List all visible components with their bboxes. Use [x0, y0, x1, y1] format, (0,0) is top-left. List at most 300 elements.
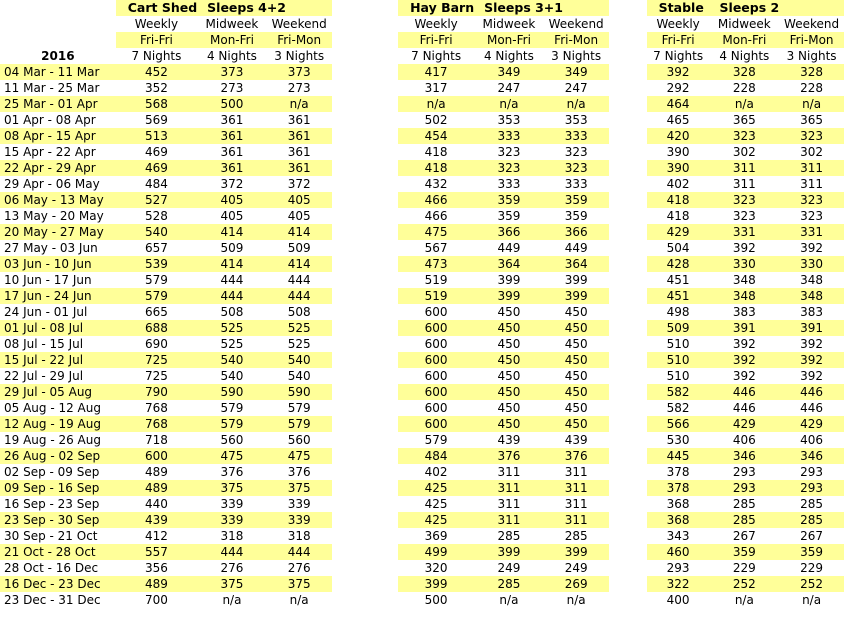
hay-barn-weekend-price: 353	[564, 113, 588, 127]
stable-weekend-price: 302	[800, 145, 824, 159]
stable-weekly-price: 392	[647, 64, 710, 80]
hay-barn-weekly-price: 519	[398, 288, 474, 304]
spacer	[609, 336, 647, 352]
cart-shed-weekend-price: 540	[267, 352, 332, 368]
hay-barn-midweek-price: 333	[474, 128, 544, 144]
spacer	[609, 208, 647, 224]
date-range: 15 Jul - 22 Jul	[0, 352, 116, 368]
header-weekly: Weekly	[414, 17, 458, 31]
cart-shed-weekend-price: 375	[267, 576, 332, 592]
stable-weekend-price: 267	[800, 529, 824, 543]
table-row	[0, 448, 844, 464]
cart-shed-midweek-price: 273	[220, 81, 244, 95]
table-row	[0, 352, 844, 368]
property-title-row	[0, 0, 844, 16]
cart-shed-midweek-price: 508	[220, 305, 244, 319]
cart-shed-weekend-price: 373	[267, 64, 332, 80]
table-row	[0, 560, 844, 576]
header-4-nights: 4 Nights	[206, 49, 257, 63]
cart-shed-weekend-price: 590	[267, 384, 332, 400]
spacer	[609, 224, 647, 240]
hay-barn-midweek-price: 399	[474, 288, 544, 304]
cart-shed-midweek-price: 525	[197, 320, 267, 336]
date-range: 03 Jun - 10 Jun	[0, 256, 116, 272]
spacer	[609, 480, 647, 496]
cart-shed-weekly-price: 539	[116, 256, 197, 272]
spacer	[609, 592, 647, 608]
stable-midweek-price: 267	[732, 529, 756, 543]
spacer	[332, 592, 399, 608]
header-row-nights	[0, 48, 844, 64]
cart-shed-weekly-price: 489	[116, 576, 197, 592]
cart-shed-weekend-price: 372	[287, 177, 311, 191]
stable-weekend-price: 392	[779, 352, 844, 368]
cart-shed-weekly-price: 700	[144, 593, 168, 607]
hay-barn-midweek-price: 450	[497, 401, 521, 415]
hay-barn-weekend-price: 311	[544, 480, 609, 496]
stable-midweek-price: 285	[710, 512, 780, 528]
hay-barn-midweek-price: 450	[497, 305, 521, 319]
cart-shed-midweek-price: 500	[197, 96, 267, 112]
hay-barn-weekly-price: 600	[424, 401, 448, 415]
table-row	[0, 256, 844, 272]
stable-weekly-price: 420	[647, 128, 710, 144]
stable-weekend-price: 323	[800, 209, 824, 223]
date-range: 10 Jun - 17 Jun	[4, 273, 92, 287]
table-row	[0, 400, 844, 416]
hay-barn-weekly-price: 418	[424, 145, 448, 159]
hay-barn-weekly-price: 600	[398, 320, 474, 336]
stable-weekly-price: 418	[666, 209, 690, 223]
date-range: 11 Mar - 25 Mar	[4, 81, 100, 95]
stable-midweek-price: 348	[732, 273, 756, 287]
table-row	[0, 144, 844, 160]
spacer	[609, 432, 647, 448]
cart-shed-weekly-price: 489	[116, 480, 197, 496]
spacer	[332, 400, 399, 416]
date-range: 23 Sep - 30 Sep	[0, 512, 116, 528]
cart-shed-midweek-price: 276	[220, 561, 244, 575]
spacer	[332, 128, 399, 144]
cart-shed-weekend-price: 361	[267, 160, 332, 176]
cart-shed-weekend-price: 405	[287, 209, 311, 223]
hay-barn-weekly-price: 425	[398, 480, 474, 496]
table-row	[0, 240, 844, 256]
cart-shed-weekly-price: 600	[116, 448, 197, 464]
hay-barn-midweek-price: 247	[497, 81, 521, 95]
cart-shed-weekly-price: 440	[144, 497, 168, 511]
hay-barn-weekend-price: 449	[564, 241, 588, 255]
cart-shed-midweek-price: 375	[197, 480, 267, 496]
hay-barn-midweek-price: 366	[474, 224, 544, 240]
hay-barn-midweek-price: 311	[474, 512, 544, 528]
spacer	[332, 16, 399, 32]
hay-barn-midweek-price: 399	[497, 273, 521, 287]
hay-barn-midweek-price: 450	[474, 416, 544, 432]
spacer	[332, 336, 399, 352]
stable-weekend-price: 359	[779, 544, 844, 560]
spacer	[332, 304, 399, 320]
stable-weekly-price: 445	[647, 448, 710, 464]
spacer	[332, 272, 399, 288]
spacer	[332, 256, 399, 272]
date-range: 27 May - 03 Jun	[4, 241, 98, 255]
spacer	[609, 528, 647, 544]
stable-midweek-price: 406	[732, 433, 756, 447]
hay-barn-weekly-price: 475	[398, 224, 474, 240]
stable-weekly-price: 400	[666, 593, 690, 607]
hay-barn-weekend-price: 450	[564, 369, 588, 383]
cart-shed-weekly-price: 657	[144, 241, 168, 255]
hay-barn-weekend-price: 359	[564, 209, 588, 223]
cart-shed-midweek-price: 405	[197, 192, 267, 208]
hay-barn-midweek-price: 450	[474, 352, 544, 368]
cart-shed-weekly-price: 484	[144, 177, 168, 191]
spacer	[609, 80, 647, 96]
hay-barn-midweek-price: 311	[497, 497, 521, 511]
hay-barn-weekly-price: 399	[398, 576, 474, 592]
cart-shed-weekly-price: 579	[116, 288, 197, 304]
date-range: 01 Jul - 08 Jul	[0, 320, 116, 336]
spacer	[609, 128, 647, 144]
cart-shed-weekly-price: 469	[144, 145, 168, 159]
hay-barn-midweek-price: 323	[497, 145, 521, 159]
hay-barn-weekend-price: 364	[544, 256, 609, 272]
hay-barn-weekend-price: 269	[544, 576, 609, 592]
date-range: 25 Mar - 01 Apr	[0, 96, 116, 112]
header-mon-fri: Mon-Fri	[710, 32, 780, 48]
hay-barn-weekly-price: 600	[398, 384, 474, 400]
stable-weekly-price: 402	[666, 177, 690, 191]
stable-weekend-price: 285	[800, 497, 824, 511]
hay-barn-weekly-price: 473	[398, 256, 474, 272]
cart-shed-midweek-price: 590	[197, 384, 267, 400]
cart-shed-weekly-price: 489	[144, 465, 168, 479]
hay-barn-midweek-price: 311	[497, 465, 521, 479]
hay-barn-weekly-price: 417	[398, 64, 474, 80]
hay-barn-weekend-price: 323	[564, 145, 588, 159]
hay-barn-weekly-price: 600	[424, 337, 448, 351]
hay-barn-weekly-price: 500	[424, 593, 448, 607]
hay-barn-midweek-price: 450	[497, 369, 521, 383]
stable-midweek-price: 383	[732, 305, 756, 319]
date-range: 08 Jul - 15 Jul	[4, 337, 84, 351]
cart-shed-weekend-price: 444	[287, 273, 311, 287]
header-3-nights: 3 Nights	[274, 49, 325, 63]
hay-barn-weekly-price: 484	[398, 448, 474, 464]
stable-weekly-price: 460	[647, 544, 710, 560]
stable-midweek-price: 392	[732, 369, 756, 383]
spacer	[332, 448, 399, 464]
stable-weekly-price: 582	[647, 384, 710, 400]
spacer	[609, 464, 647, 480]
stable-weekly-price: 530	[666, 433, 690, 447]
header-mon-fri: Mon-Fri	[197, 32, 267, 48]
header-fri-fri: Fri-Fri	[398, 32, 474, 48]
stable-midweek-price: 359	[710, 544, 780, 560]
spacer	[332, 560, 399, 576]
spacer	[609, 288, 647, 304]
date-range: 06 May - 13 May	[0, 192, 116, 208]
hay-barn-midweek-price: 359	[497, 209, 521, 223]
stable-weekly-price: 464	[647, 96, 710, 112]
stable-midweek-price: 252	[710, 576, 780, 592]
stable-weekly-price: 510	[647, 352, 710, 368]
header-3-nights: 3 Nights	[551, 49, 602, 63]
spacer	[609, 144, 647, 160]
stable-weekend-price: 429	[779, 416, 844, 432]
hay-barn-weekend-price: 359	[544, 192, 609, 208]
hay-barn-midweek-price: 349	[474, 64, 544, 80]
date-range: 26 Aug - 02 Sep	[0, 448, 116, 464]
header-weekend: Weekend	[271, 17, 327, 31]
hay-barn-weekly-price: 320	[424, 561, 448, 575]
cart-shed-weekend-price: 375	[267, 480, 332, 496]
spacer	[609, 32, 647, 48]
hay-barn-weekend-price: 249	[564, 561, 588, 575]
date-range: 12 Aug - 19 Aug	[0, 416, 116, 432]
stable-weekend-price: n/a	[802, 593, 822, 607]
spacer	[332, 544, 399, 560]
spacer	[332, 464, 399, 480]
spacer	[332, 48, 399, 64]
cart-shed-weekend-price: 579	[267, 416, 332, 432]
stable-weekly-price: 293	[666, 561, 690, 575]
cart-shed-weekend-price: 525	[267, 320, 332, 336]
spacer	[332, 352, 399, 368]
date-range: 30 Sep - 21 Oct	[4, 529, 98, 543]
spacer	[0, 16, 116, 32]
cart-shed-midweek-price: 405	[220, 209, 244, 223]
cart-shed-midweek-price: 318	[220, 529, 244, 543]
stable-weekend-price: 383	[800, 305, 824, 319]
stable-midweek-price: 229	[732, 561, 756, 575]
stable-midweek-price: 328	[710, 64, 780, 80]
hay-barn-midweek-price: 311	[474, 480, 544, 496]
table-row	[0, 544, 844, 560]
date-range: 28 Oct - 16 Dec	[4, 561, 99, 575]
cart-shed-weekend-price: 318	[287, 529, 311, 543]
cart-shed-midweek-price: 509	[220, 241, 244, 255]
hay-barn-weekend-price: 439	[564, 433, 588, 447]
table-row	[0, 64, 844, 80]
cart-shed-weekend-price: 414	[267, 224, 332, 240]
spacer	[609, 160, 647, 176]
spacer	[332, 0, 399, 16]
cart-shed-midweek-price: 361	[220, 113, 244, 127]
stable-weekend-price: 252	[779, 576, 844, 592]
spacer	[609, 544, 647, 560]
cart-shed-weekend-price: 525	[287, 337, 311, 351]
cart-shed-midweek-price: 579	[220, 401, 244, 415]
cart-shed-midweek-price: 414	[197, 256, 267, 272]
spacer	[609, 64, 647, 80]
date-range: 01 Apr - 08 Apr	[4, 113, 96, 127]
hay-barn-weekly-price: 454	[398, 128, 474, 144]
stable-weekly-price: 498	[666, 305, 690, 319]
cart-shed-midweek-price: 339	[197, 512, 267, 528]
hay-barn-weekly-price: 425	[398, 512, 474, 528]
cart-shed-midweek-price: 361	[197, 128, 267, 144]
spacer	[609, 16, 647, 32]
stable-weekend-price: 323	[779, 192, 844, 208]
hay-barn-midweek-price: 450	[497, 337, 521, 351]
spacer	[332, 240, 399, 256]
date-range: 09 Sep - 16 Sep	[0, 480, 116, 496]
cart-shed-weekend-price: n/a	[289, 593, 309, 607]
table-row	[0, 480, 844, 496]
stable-weekend-price: 285	[779, 512, 844, 528]
header-fri-mon: Fri-Mon	[779, 32, 844, 48]
header-weekly: Weekly	[656, 17, 700, 31]
property-sleeps-stable: Sleeps 2	[710, 0, 844, 16]
cart-shed-weekend-price: 273	[287, 81, 311, 95]
cart-shed-midweek-price: 372	[220, 177, 244, 191]
stable-midweek-price: 429	[710, 416, 780, 432]
stable-midweek-price: 330	[710, 256, 780, 272]
cart-shed-midweek-price: 579	[197, 416, 267, 432]
cart-shed-midweek-price: 540	[197, 352, 267, 368]
table-row	[0, 384, 844, 400]
cart-shed-midweek-price: n/a	[222, 593, 242, 607]
spacer	[609, 112, 647, 128]
table-row	[0, 432, 844, 448]
date-range: 22 Apr - 29 Apr	[0, 160, 116, 176]
hay-barn-weekly-price: 432	[424, 177, 448, 191]
cart-shed-midweek-price: 475	[197, 448, 267, 464]
cart-shed-weekly-price: 725	[144, 369, 168, 383]
cart-shed-weekly-price: 568	[116, 96, 197, 112]
hay-barn-weekend-price: 450	[564, 305, 588, 319]
table-row	[0, 288, 844, 304]
header-7-nights: 7 Nights	[131, 49, 182, 63]
stable-weekend-price: 331	[779, 224, 844, 240]
cart-shed-weekend-price: 361	[267, 128, 332, 144]
cart-shed-weekly-price: 690	[144, 337, 168, 351]
property-name-cart-shed: Cart Shed	[116, 0, 197, 16]
stable-weekend-price: 348	[779, 288, 844, 304]
cart-shed-weekend-price: 509	[287, 241, 311, 255]
hay-barn-midweek-price: 364	[474, 256, 544, 272]
header-3-nights: 3 Nights	[786, 49, 837, 63]
spacer	[332, 320, 399, 336]
stable-weekly-price: 451	[666, 273, 690, 287]
stable-weekend-price: 392	[800, 241, 824, 255]
cart-shed-weekly-price: 412	[144, 529, 168, 543]
cart-shed-midweek-price: 361	[197, 160, 267, 176]
spacer	[609, 96, 647, 112]
hay-barn-weekend-price: 285	[564, 529, 588, 543]
stable-midweek-price: n/a	[734, 593, 754, 607]
year-label: 2016	[41, 49, 75, 63]
hay-barn-weekly-price: 600	[424, 305, 448, 319]
table-row	[0, 80, 844, 96]
stable-weekly-price: 378	[666, 465, 690, 479]
cart-shed-weekend-price: 376	[287, 465, 311, 479]
cart-shed-weekly-price: 452	[116, 64, 197, 80]
stable-weekend-price: 365	[800, 113, 824, 127]
spacer	[332, 80, 399, 96]
hay-barn-weekly-price: 579	[424, 433, 448, 447]
table-row	[0, 112, 844, 128]
cart-shed-weekend-price: 405	[267, 192, 332, 208]
spacer	[609, 576, 647, 592]
spacer	[332, 64, 399, 80]
header-weekend: Weekend	[548, 17, 604, 31]
spacer	[609, 384, 647, 400]
spacer	[609, 272, 647, 288]
spacer	[609, 400, 647, 416]
date-range: 16 Sep - 23 Sep	[4, 497, 100, 511]
header-7-nights: 7 Nights	[653, 49, 704, 63]
stable-weekly-price: 510	[666, 337, 690, 351]
stable-weekend-price: 392	[800, 337, 824, 351]
stable-weekly-price: 510	[666, 369, 690, 383]
spacer	[0, 32, 116, 48]
header-4-nights: 4 Nights	[483, 49, 534, 63]
hay-barn-weekly-price: 418	[398, 160, 474, 176]
hay-barn-weekend-price: 349	[544, 64, 609, 80]
cart-shed-weekly-price: 569	[144, 113, 168, 127]
hay-barn-weekly-price: 402	[424, 465, 448, 479]
stable-weekly-price: 343	[666, 529, 690, 543]
hay-barn-weekend-price: 450	[564, 337, 588, 351]
hay-barn-midweek-price: 399	[474, 544, 544, 560]
spacer	[332, 208, 399, 224]
spacer	[332, 96, 399, 112]
header-fri-fri: Fri-Fri	[647, 32, 710, 48]
table-row	[0, 496, 844, 512]
stable-weekend-price: 346	[779, 448, 844, 464]
header-4-nights: 4 Nights	[719, 49, 770, 63]
stable-midweek-price: 346	[710, 448, 780, 464]
cart-shed-weekly-price: 352	[144, 81, 168, 95]
cart-shed-weekly-price: 540	[116, 224, 197, 240]
date-range: 04 Mar - 11 Mar	[0, 64, 116, 80]
hay-barn-weekend-price: 311	[544, 512, 609, 528]
spacer	[609, 176, 647, 192]
hay-barn-weekend-price: 450	[564, 401, 588, 415]
stable-midweek-price: n/a	[710, 96, 780, 112]
hay-barn-midweek-price: 285	[497, 529, 521, 543]
header-weekly: Weekly	[134, 17, 179, 31]
stable-weekend-price: 293	[779, 480, 844, 496]
date-range: 08 Apr - 15 Apr	[0, 128, 116, 144]
hay-barn-weekly-price: 600	[398, 352, 474, 368]
cart-shed-weekend-price: 444	[267, 288, 332, 304]
property-sleeps-cart-shed: Sleeps 4+2	[197, 0, 331, 16]
cart-shed-weekly-price: 665	[144, 305, 168, 319]
spacer	[609, 320, 647, 336]
stable-midweek-price: 323	[732, 209, 756, 223]
stable-weekend-price: 392	[800, 369, 824, 383]
cart-shed-midweek-price: 414	[197, 224, 267, 240]
stable-weekly-price: 390	[666, 145, 690, 159]
hay-barn-weekly-price: 317	[424, 81, 448, 95]
table-row	[0, 336, 844, 352]
stable-weekly-price: 378	[647, 480, 710, 496]
hay-barn-weekly-price: 567	[424, 241, 448, 255]
table-row	[0, 224, 844, 240]
stable-weekly-price: 504	[666, 241, 690, 255]
hay-barn-weekend-price: 366	[544, 224, 609, 240]
cart-shed-weekend-price: 414	[267, 256, 332, 272]
hay-barn-midweek-price: 439	[497, 433, 521, 447]
stable-midweek-price: 391	[710, 320, 780, 336]
cart-shed-midweek-price: 525	[220, 337, 244, 351]
stable-midweek-price: 348	[710, 288, 780, 304]
spacer	[332, 288, 399, 304]
